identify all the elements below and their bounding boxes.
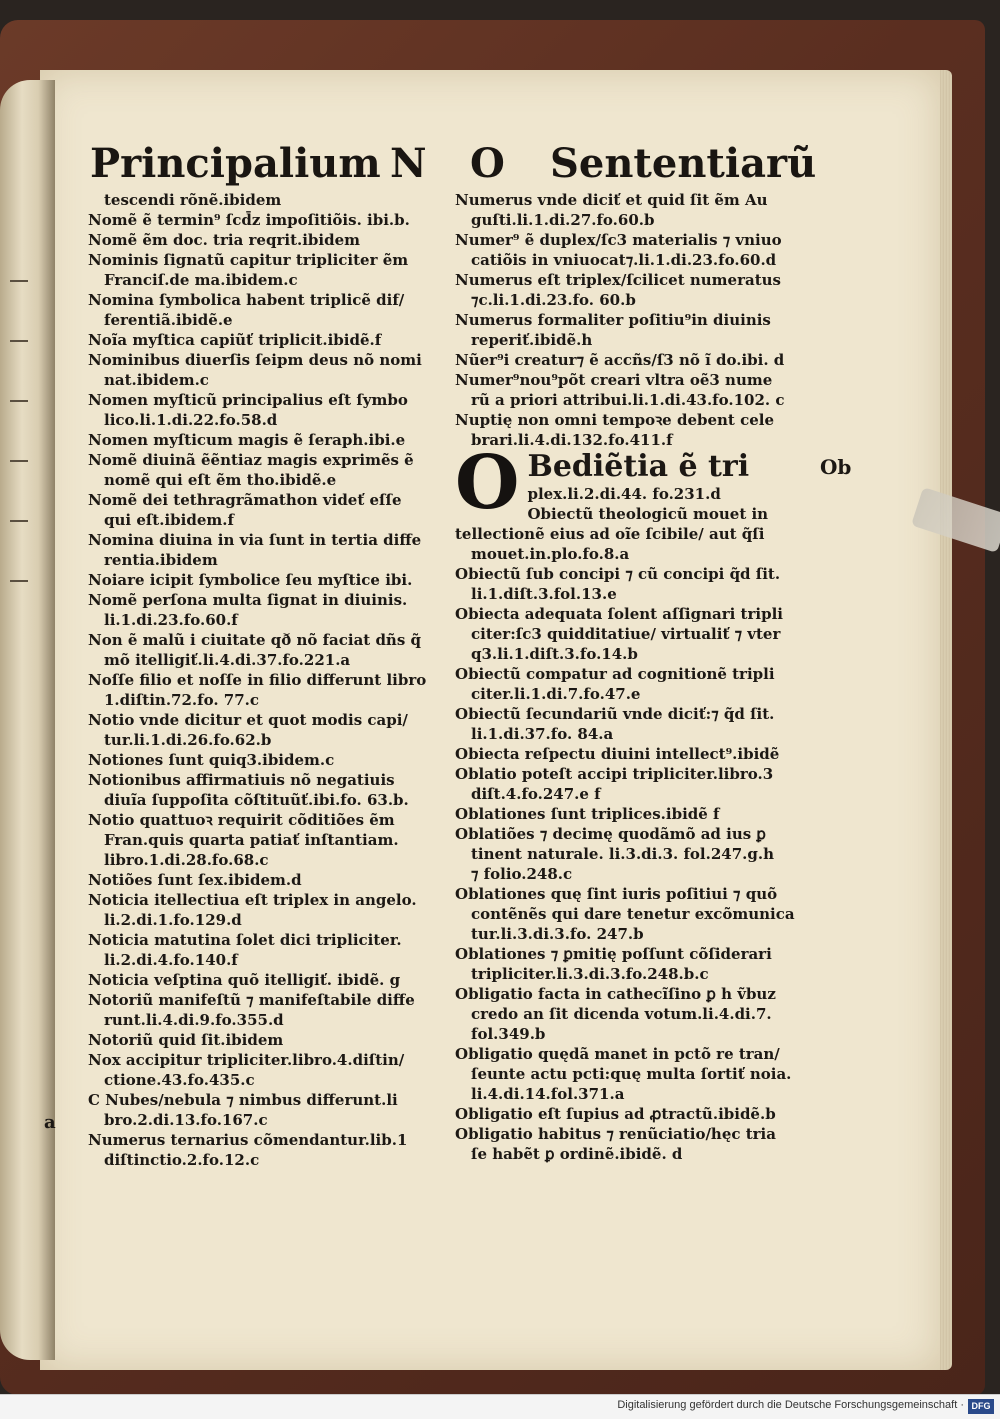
text-line: Fran.quis quarta patiať inſtantiam. xyxy=(104,831,399,849)
text-line: li.1.di.37.fo. 84.a xyxy=(471,725,614,743)
text-line: bro.2.di.13.fo.167.c xyxy=(104,1111,268,1129)
running-header xyxy=(90,140,817,190)
text-line: Numerus formaliter poſitiu⁹in diuinis xyxy=(455,311,771,329)
text-line: Obiecta adequata ſolent aſſignari tripli xyxy=(455,605,783,623)
text-line: Nomẽ perſona multa ſignat in diuinis. xyxy=(88,591,408,609)
text-line: Nomẽ diuinã ẽẽntiaz magis exprimẽs ẽ xyxy=(88,451,414,469)
text-line: Noticia veſptina quõ itelligiť. ibidẽ. g xyxy=(88,971,401,989)
text-line: li.2.di.1.fo.129.d xyxy=(104,911,242,929)
text-line: guſti.li.1.di.27.fo.60.b xyxy=(471,211,655,229)
text-line: ⁊ folio.248.c xyxy=(471,865,573,883)
text-line: mõ itelligiť.li.4.di.37.fo.221.a xyxy=(104,651,351,669)
text-line: rentia.ibidem xyxy=(104,551,218,569)
text-line: li.4.di.14.fol.371.a xyxy=(471,1085,625,1103)
text-line: citer:ſc3 quidditatiue/ virtualiť ⁊ vter xyxy=(471,625,781,643)
text-line: Notio quattuoꝛ requirit cõditiões ẽm xyxy=(88,811,395,829)
text-line: Nũer⁹i creatur⁊ ẽ accñs/ſ3 nõ ĩ do.ibi. d xyxy=(455,351,785,369)
text-line: tellectionẽ eius ad oĩe ſcibile/ aut q̃ſi xyxy=(455,525,765,543)
right-column xyxy=(455,190,795,1164)
text-line: diſtinctio.2.fo.12.c xyxy=(104,1151,260,1169)
text-line: Notoriũ manifeſtũ ⁊ manifeſtabile diffe xyxy=(88,991,415,1009)
text-line: Nominis ſignatũ capitur tripliciter ẽm xyxy=(88,251,409,269)
text-line: ctione.43.fo.435.c xyxy=(104,1071,255,1089)
text-line: Notionibus affirmatiuis nõ negatiuis xyxy=(88,771,395,789)
dropcap-heading: Bediẽtia ẽ tri xyxy=(527,449,750,484)
text-line: Noiare icipit ſymbolice ſeu myſtice ibi. xyxy=(88,571,413,589)
text-line: Obligatio eſt ſupius ad ꝓtractũ.ibidẽ.b xyxy=(455,1105,776,1123)
text-line: Obligatio habitus ⁊ renũciatio/hęc tria xyxy=(455,1125,776,1143)
text-line: Notiones ſunt quiq3.ibidem.c xyxy=(88,751,335,769)
text-line: nomẽ qui eſt ẽm tho.ibidẽ.e xyxy=(104,471,337,489)
text-line: Obiecta reſpectu diuini intellect⁹.ibidẽ xyxy=(455,745,780,763)
dropcap-letter: O xyxy=(455,440,520,526)
text-line: ſeunte actu pcti:quę multa ſortiť noia. xyxy=(471,1065,792,1083)
text-line: ſe habẽt ꝑ ordinẽ.ibidẽ. d xyxy=(471,1145,683,1163)
text-line: qui eſt.ibidem.f xyxy=(104,511,234,529)
text-line: ⁊c.li.1.di.23.fo. 60.b xyxy=(471,291,636,309)
text-line: Obiectũ theologicũ mouet in xyxy=(527,505,769,523)
text-line: Oblatiões ⁊ decimę quodãmõ ad ius ꝑ xyxy=(455,825,766,843)
text-line: li.1.di.23.fo.60.f xyxy=(104,611,238,629)
text-line: Obiectũ compatur ad cognitionẽ tripli xyxy=(455,665,775,683)
text-line: Oblationes ⁊ ꝑmitię poſſunt cõſiderari xyxy=(455,945,772,963)
text-line: plex.li.2.di.44. fo.231.d xyxy=(527,485,721,503)
text-line: reperiť.ibidẽ.h xyxy=(471,331,593,349)
text-line: tur.li.3.di.3.fo. 247.b xyxy=(471,925,644,943)
dfg-logo: DFG xyxy=(968,1399,994,1414)
margin-note-a: a xyxy=(44,1112,56,1133)
text-line: Noticia itellectiua eſt triplex in angelo. xyxy=(88,891,417,909)
text-line: catiõis in vniuocat⁊.li.1.di.23.fo.60.d xyxy=(471,251,777,269)
text-line: mouet.in.plo.fo.8.a xyxy=(471,545,630,563)
margin-note-ob: Ob xyxy=(820,455,852,479)
header-title-right: Sententiarũ xyxy=(550,140,817,187)
text-line: Numerus vnde diciť et quid ſit ẽm Au xyxy=(455,191,768,209)
text-line: Oblatio poteſt accipi tripliciter.libro.3 xyxy=(455,765,774,783)
text-line: diuĩa ſuppoſita cõſtituũť.ibi.fo. 63.b. xyxy=(104,791,409,809)
text-line: Nomina diuina in via ſunt in tertia diffe xyxy=(88,531,422,549)
footer-credit: Digitalisierung gefördert durch die Deutsche Forschungsgemeinschaft · xyxy=(617,1399,964,1411)
text-line: li.1.diſt.3.fol.13.e xyxy=(471,585,617,603)
text-line: Nomẽ ẽ termin⁹ ſcd̄z impoſitiõis. ibi.b. xyxy=(88,211,410,229)
text-line: fol.349.b xyxy=(471,1025,546,1043)
left-column xyxy=(88,190,433,1170)
text-line: Numerus eſt triplex/ſcilicet numeratus xyxy=(455,271,781,289)
text-line: Obligatio quędã manet in pctõ re tran/ xyxy=(455,1045,780,1063)
text-line: Obligatio facta in cathecĩſino ꝑ h ṽbuz xyxy=(455,985,776,1003)
text-line: Numerus ternarius cõmendantur.lib.1 xyxy=(88,1131,408,1149)
text-line: Oblationes ſunt triplices.ibidẽ f xyxy=(455,805,720,823)
header-letter-n: N xyxy=(390,140,427,187)
text-line: tripliciter.li.3.di.3.fo.248.b.c xyxy=(471,965,709,983)
text-line: libro.1.di.28.fo.68.c xyxy=(104,851,269,869)
text-line: Oblationes quę ſint iuris poſitiui ⁊ quõ xyxy=(455,885,778,903)
text-line: Notio vnde dicitur et quot modis capi/ xyxy=(88,711,408,729)
text-line: credo an ſit dicenda votum.li.4.di.7. xyxy=(471,1005,772,1023)
text-line: Noĩa myſtica capiũť triplicit.ibidẽ.f xyxy=(88,331,382,349)
text-line: Numer⁹ ẽ duplex/ſc3 materialis ⁊ vniuo xyxy=(455,231,782,249)
text-line: Notoriũ quid ſit.ibidem xyxy=(88,1031,284,1049)
text-line: Nomẽ dei tethragrãmathon videť eſſe xyxy=(88,491,402,509)
text-line: tur.li.1.di.26.fo.62.b xyxy=(104,731,272,749)
text-line: tinent naturale. li.3.di.3. fol.247.g.h xyxy=(471,845,774,863)
text-line: C Nubes/nebula ⁊ nimbus differunt.li xyxy=(88,1091,398,1109)
text-line: Nomen myſticum magis ẽ ſeraph.ibi.e xyxy=(88,431,406,449)
footer-bar xyxy=(0,1394,1000,1419)
text-line: contẽnẽs qui dare tenetur excõmunica xyxy=(471,905,795,923)
text-line: rũ a priori attribui.li.1.di.43.fo.102. c xyxy=(471,391,785,409)
text-line: diſt.4.fo.247.e f xyxy=(471,785,601,803)
text-line: Numer⁹nou⁹põt creari vltra oẽ3 nume xyxy=(455,371,773,389)
text-line: Nomen myſticũ principalius eſt ſymbo xyxy=(88,391,408,409)
left-page-curl xyxy=(0,80,55,1360)
text-line: Nuptię non omni tempoꝛe debent cele xyxy=(455,411,774,429)
text-line: ferentiã.ibidẽ.e xyxy=(104,311,233,329)
text-line: Obiectũ ſub concipi ⁊ cũ concipi q̃d ſit. xyxy=(455,565,781,583)
text-line: Nominibus diuerſis ſeipm deus nõ nomi xyxy=(88,351,422,369)
text-line: brari.li.4.di.132.fo.411.f xyxy=(471,431,673,449)
text-line: nat.ibidem.c xyxy=(104,371,209,389)
text-line: lico.li.1.di.22.fo.58.d xyxy=(104,411,278,429)
text-line: Obiectũ ſecundariũ vnde diciť:⁊ q̃d ſit. xyxy=(455,705,775,723)
text-line: Nox accipitur tripliciter.libro.4.diſtin/ xyxy=(88,1051,405,1069)
text-line: Notiões ſunt ſex.ibidem.d xyxy=(88,871,302,889)
header-title: Principalium xyxy=(90,140,381,187)
text-line: citer.li.1.di.7.fo.47.e xyxy=(471,685,641,703)
text-line: Non ẽ malũ i ciuitate qð nõ faciat dñs q̃ xyxy=(88,631,421,649)
text-line: Nomina ſymbolica habent triplicẽ dif/ xyxy=(88,291,405,309)
header-letter-o: O xyxy=(470,140,505,187)
text-line: runt.li.4.di.9.fo.355.d xyxy=(104,1011,284,1029)
text-line: tescendi rõnẽ.ibidem xyxy=(104,191,282,209)
text-line: q3.li.1.diſt.3.fo.14.b xyxy=(471,645,638,663)
text-line: 1.diſtin.72.fo. 77.c xyxy=(104,691,260,709)
text-line: Noticia matutina ſolet dici tripliciter. xyxy=(88,931,402,949)
text-line: Noſſe filio et noſſe in filio differunt libro xyxy=(88,671,427,689)
text-line: li.2.di.4.fo.140.f xyxy=(104,951,238,969)
text-line: Nomẽ ẽm doc. tria reqrit.ibidem xyxy=(88,231,361,249)
text-line: Franciſ.de ma.ibidem.c xyxy=(104,271,298,289)
